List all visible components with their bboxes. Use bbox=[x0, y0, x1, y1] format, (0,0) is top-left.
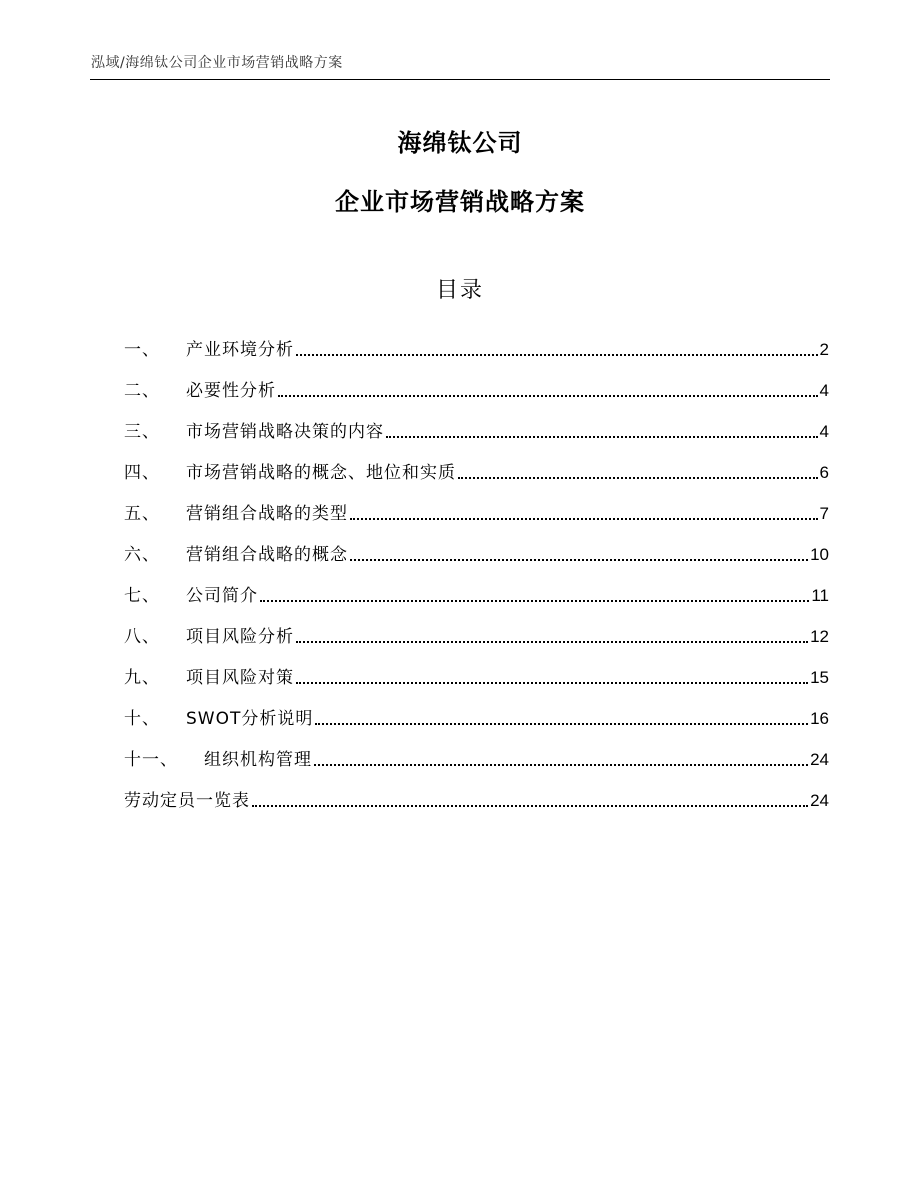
toc-leader-dots bbox=[386, 436, 818, 438]
toc-entry-8[interactable] bbox=[124, 610, 829, 651]
toc-entry-label: 项目风险对策 bbox=[186, 668, 294, 688]
toc-entry-label: 公司简介 bbox=[186, 586, 258, 606]
toc-entry-page: 4 bbox=[819, 422, 829, 441]
toc-leader-dots bbox=[350, 518, 818, 520]
toc-entry-11[interactable] bbox=[124, 733, 829, 774]
toc-entry-5[interactable] bbox=[124, 487, 829, 528]
company-title: 海绵钛公司 bbox=[397, 129, 523, 157]
toc-entry-number: 九、 bbox=[124, 668, 160, 688]
toc-entry-number: 四、 bbox=[124, 463, 160, 483]
toc-heading: 目录 bbox=[435, 278, 484, 303]
toc-entry-page: 2 bbox=[819, 340, 829, 359]
toc-entry-label: 市场营销战略决策的内容 bbox=[186, 422, 384, 442]
toc-entry-number: 七、 bbox=[124, 586, 160, 606]
toc-entry-page: 24 bbox=[810, 750, 829, 769]
toc-entry-number: 六、 bbox=[124, 545, 160, 565]
toc-entry-1[interactable] bbox=[124, 323, 829, 364]
toc-entry-number: 三、 bbox=[124, 422, 160, 442]
toc-entry-page: 15 bbox=[810, 668, 829, 687]
header-rule bbox=[90, 79, 830, 80]
toc-entry-label: 组织机构管理 bbox=[204, 750, 312, 770]
toc-leader-dots bbox=[252, 805, 808, 807]
toc-entry-page: 24 bbox=[810, 791, 829, 810]
toc-entry-9[interactable] bbox=[124, 651, 829, 692]
toc-entry-7[interactable] bbox=[124, 569, 829, 610]
toc-leader-dots bbox=[296, 641, 808, 643]
table-of-contents bbox=[124, 323, 829, 815]
toc-leader-dots bbox=[260, 600, 809, 602]
toc-leader-dots bbox=[458, 477, 818, 479]
toc-entry-page: 10 bbox=[810, 545, 829, 564]
toc-entry-page: 7 bbox=[819, 504, 829, 523]
toc-entry-number: 五、 bbox=[124, 504, 160, 524]
toc-entry-label: 营销组合战略的类型 bbox=[186, 504, 348, 524]
toc-entry-10[interactable] bbox=[124, 692, 829, 733]
toc-entry-number: 十一、 bbox=[124, 750, 178, 770]
toc-entry-page: 6 bbox=[819, 463, 829, 482]
toc-entry-12[interactable] bbox=[124, 774, 829, 815]
toc-entry-page: 4 bbox=[819, 381, 829, 400]
toc-entry-number: 十、 bbox=[124, 709, 160, 729]
toc-entry-3[interactable] bbox=[124, 405, 829, 446]
toc-entry-number: 一、 bbox=[124, 340, 160, 360]
running-header: 泓域/海绵钛公司企业市场营销战略方案 bbox=[91, 55, 343, 71]
toc-entry-label: 营销组合战略的概念 bbox=[186, 545, 348, 565]
toc-entry-2[interactable] bbox=[124, 364, 829, 405]
toc-leader-dots bbox=[315, 723, 808, 725]
toc-entry-page: 12 bbox=[810, 627, 829, 646]
toc-entry-number: 八、 bbox=[124, 627, 160, 647]
toc-entry-label: 劳动定员一览表 bbox=[124, 791, 250, 811]
toc-leader-dots bbox=[296, 682, 808, 684]
toc-entry-label: 必要性分析 bbox=[186, 381, 276, 401]
toc-entry-number: 二、 bbox=[124, 381, 160, 401]
toc-entry-page: 16 bbox=[810, 709, 829, 728]
toc-entry-4[interactable] bbox=[124, 446, 829, 487]
toc-entry-label: 项目风险分析 bbox=[186, 627, 294, 647]
toc-entry-label: 产业环境分析 bbox=[186, 340, 294, 360]
toc-leader-dots bbox=[350, 559, 808, 561]
toc-leader-dots bbox=[278, 395, 818, 397]
document-title: 企业市场营销战略方案 bbox=[335, 188, 585, 216]
toc-entry-label: 市场营销战略的概念、地位和实质 bbox=[186, 463, 456, 483]
toc-entry-label: SWOT分析说明 bbox=[186, 709, 314, 729]
toc-entry-page: 11 bbox=[811, 586, 829, 605]
toc-leader-dots bbox=[296, 354, 818, 356]
toc-leader-dots bbox=[314, 764, 808, 766]
toc-entry-6[interactable] bbox=[124, 528, 829, 569]
